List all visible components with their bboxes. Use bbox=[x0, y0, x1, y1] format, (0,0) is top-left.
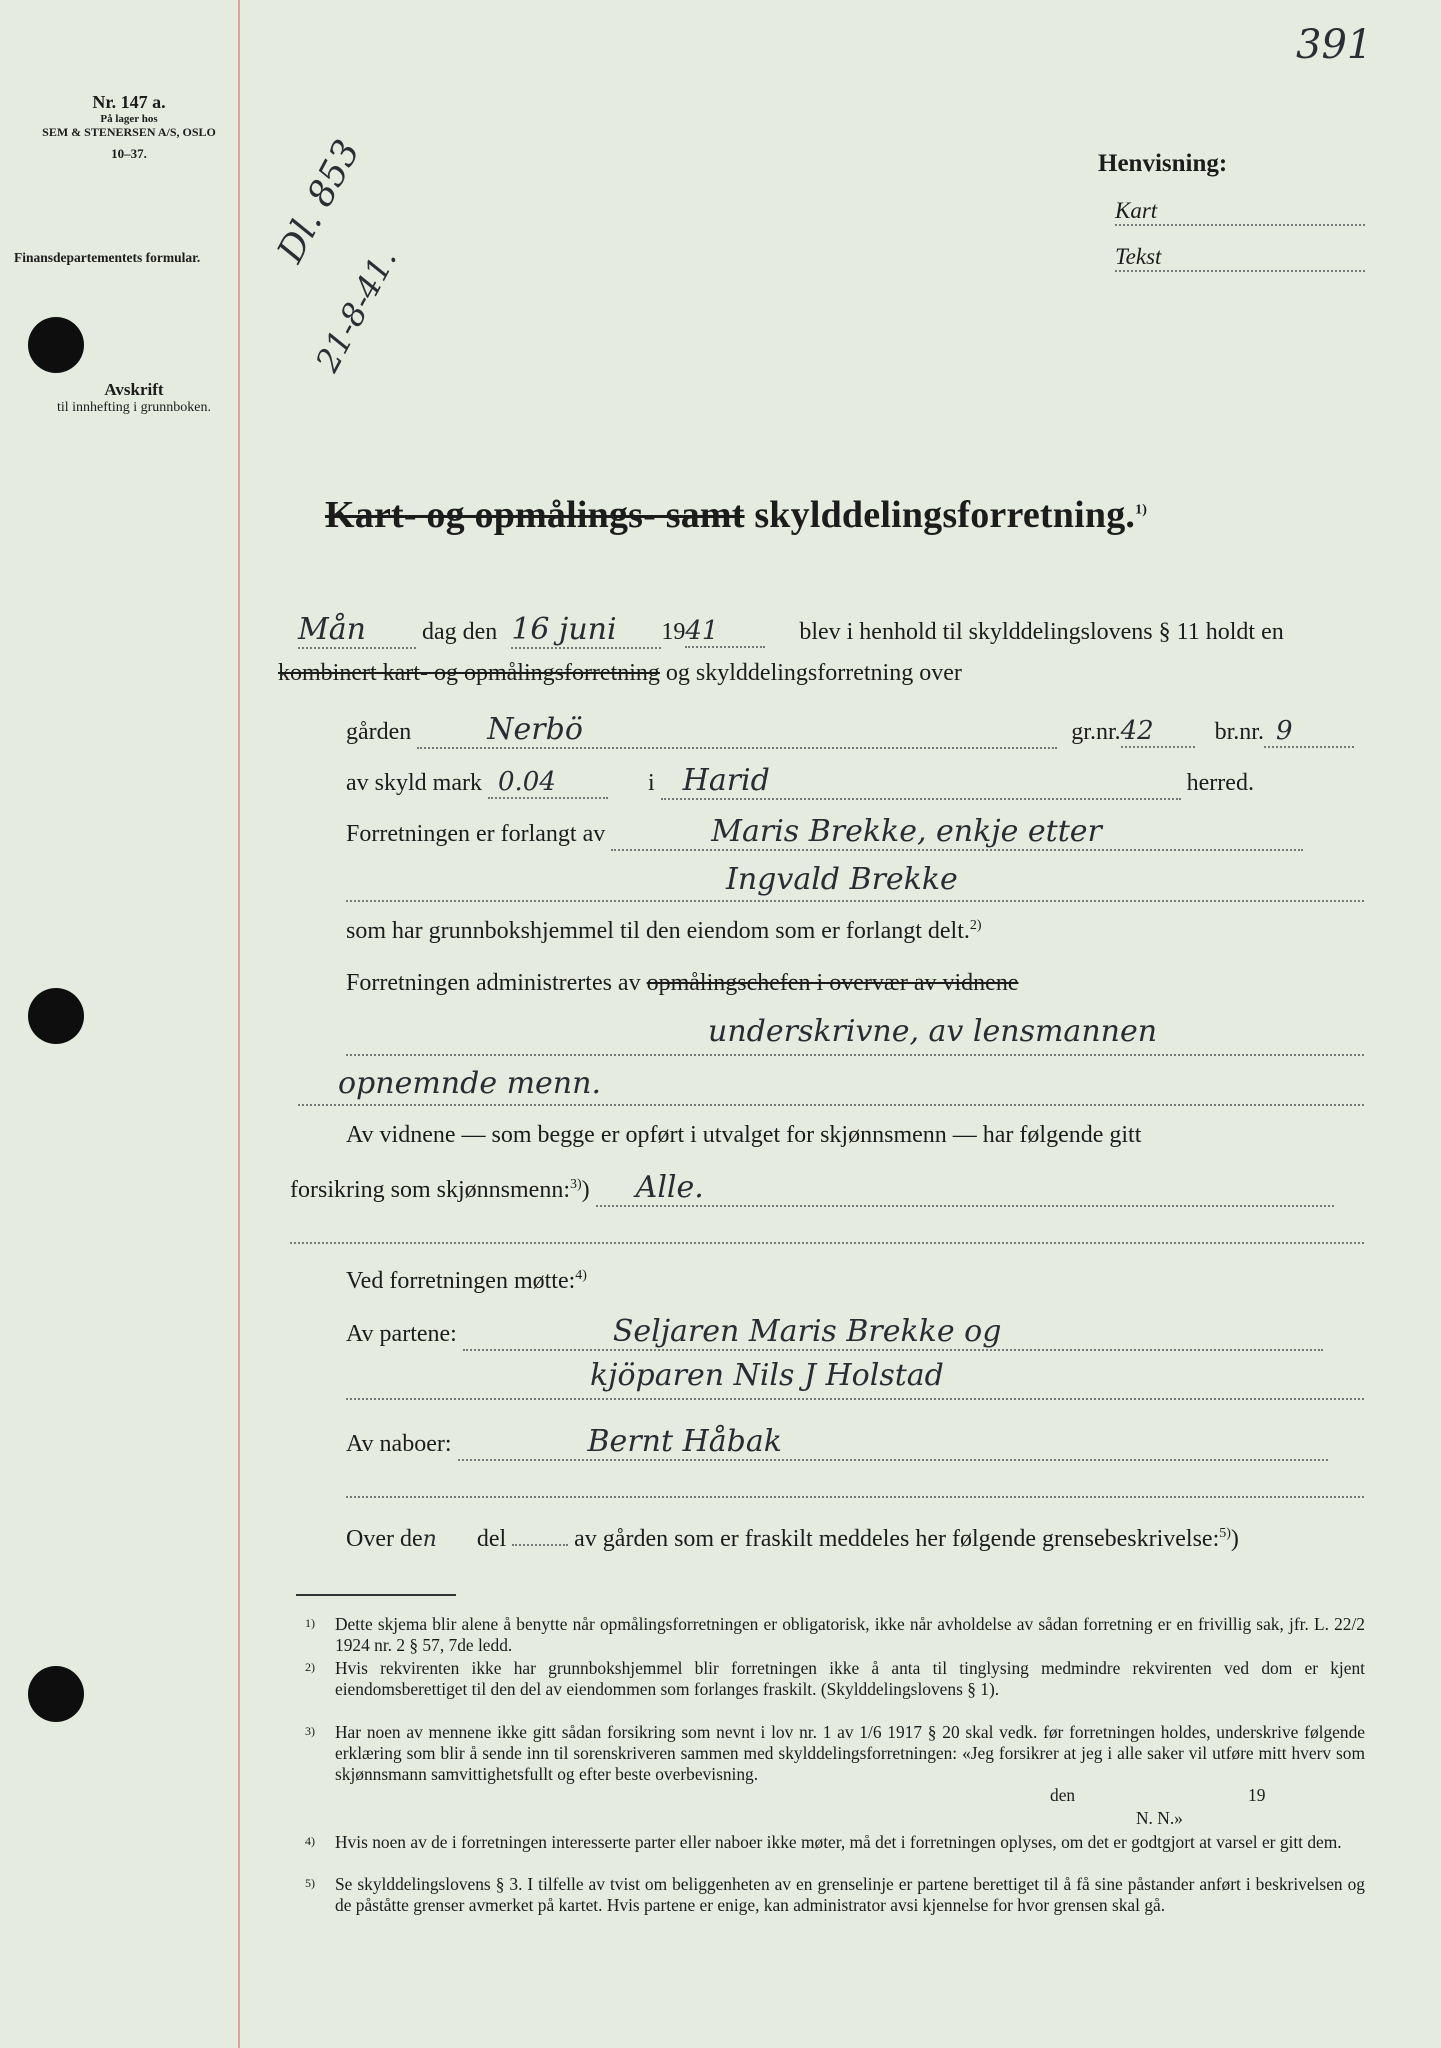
day-value: Mån bbox=[298, 612, 416, 649]
requester-name-cont: Ingvald Brekke bbox=[726, 862, 958, 897]
requester-name: Maris Brekke, enkje etter bbox=[611, 814, 1303, 851]
text-herred: herred. bbox=[1186, 770, 1254, 796]
del-blank bbox=[512, 1544, 568, 1546]
bnr-value: 9 bbox=[1264, 716, 1354, 748]
struck-kombinert: kombinert kart- og opmålingsforretning bbox=[278, 660, 660, 686]
form-header-line2: På lager hos bbox=[100, 113, 158, 125]
text-ved-forretningen: Ved forretningen møtte: bbox=[346, 1268, 576, 1294]
footnote-1: Dette skjema blir alene å benytte når opmålingsforretningen er obligatorisk, ikke når avholdelse av sådan forretning er en frivillig sak, jfr. L. 22/2 1924 nr. 2 § 57, 7de ledd. bbox=[335, 1614, 1365, 1655]
note-5: 5) bbox=[1219, 1526, 1231, 1541]
copy-note bbox=[36, 380, 232, 416]
witnesses-value: Alle. bbox=[596, 1170, 1334, 1207]
admin-fill-2: opnemnde menn. bbox=[338, 1066, 601, 1101]
margin-line bbox=[238, 0, 240, 2048]
year-prefix: 19 bbox=[661, 619, 686, 645]
note-2: 2) bbox=[969, 918, 982, 933]
body-line-14 bbox=[346, 1314, 1323, 1351]
text-administrertes: Forretningen administrertes av bbox=[346, 970, 641, 996]
title-struck: Kart- og opmålings- samt bbox=[325, 494, 745, 536]
year-value: 41 bbox=[685, 616, 765, 648]
footnote-3-signature: N. N.» bbox=[1136, 1808, 1183, 1828]
punch-hole-middle bbox=[28, 988, 84, 1044]
over-de-fill: n bbox=[422, 1527, 437, 1552]
parties-value-1: Seljaren Maris Brekke og bbox=[463, 1314, 1323, 1351]
text-av-naboer: Av naboer: bbox=[346, 1431, 452, 1457]
page-number: 391 bbox=[1296, 22, 1373, 68]
fn1-number: 1) bbox=[305, 1616, 315, 1630]
text-dag-den: dag den bbox=[422, 619, 498, 645]
text-i: i bbox=[647, 770, 655, 796]
reference-kart-label: Kart bbox=[1115, 198, 1158, 223]
note-3: 3) bbox=[570, 1177, 582, 1192]
punch-hole-bottom bbox=[28, 1666, 84, 1722]
body-line-3 bbox=[346, 712, 1354, 749]
bnr-label: br.nr. bbox=[1214, 719, 1264, 745]
body-line-8 bbox=[346, 970, 1018, 997]
text-blev-holdt: blev i henhold til skylddelingslovens § 11 holdt en bbox=[799, 619, 1284, 645]
stamp-line1: Dl. 853 bbox=[270, 133, 369, 270]
footnote-3-year: 19 bbox=[1248, 1785, 1266, 1805]
text-forlangt-av: Forretningen er forlangt av bbox=[346, 821, 606, 847]
neighbours-value: Bernt Håbak bbox=[458, 1424, 1328, 1461]
text-paren-2: ) bbox=[1230, 1526, 1239, 1552]
herred-name: Harid bbox=[661, 763, 1181, 800]
struck-opmalingschefen: opmålingschefen i overvær av vidnene bbox=[646, 970, 1019, 996]
farm-name: Nerbö bbox=[417, 712, 1057, 749]
text-av-skyld-mark: av skyld mark bbox=[346, 770, 482, 796]
parties-value-2: kjöparen Nils J Holstad bbox=[590, 1358, 944, 1393]
body-line-17 bbox=[346, 1526, 1239, 1553]
body-line-7 bbox=[346, 918, 982, 945]
punch-hole-top bbox=[28, 317, 84, 373]
body-line-2 bbox=[278, 660, 962, 687]
footnote-3-den: den bbox=[1050, 1785, 1076, 1805]
body-line-15 bbox=[346, 1358, 1364, 1400]
fn5-number: 5) bbox=[305, 1876, 315, 1890]
body-line-10 bbox=[298, 1068, 1364, 1106]
text-av-vidnene: Av vidnene — som begge er opført i utvalget for skjønnsmenn — har følgende gitt bbox=[346, 1122, 1142, 1148]
reference-kart bbox=[1115, 198, 1365, 226]
body-line-5 bbox=[346, 814, 1303, 851]
footnote-2: Hvis rekvirenten ikke har grunnbokshjemmel blir forretningen ikke å anta til tinglysing medmindre rekvirenten ved dom er kjent eiendomsberettiget til den del av eiendommen som forlanges fraskilt. (Skylddelingslovens § 1). bbox=[335, 1658, 1365, 1699]
stamp-line2: 21-8-41. bbox=[308, 242, 405, 378]
reference-title: Henvisning: bbox=[1098, 150, 1228, 177]
text-av-partene: Av partene: bbox=[346, 1321, 457, 1347]
reference-tekst bbox=[1115, 244, 1365, 272]
gnr-label: gr.nr. bbox=[1071, 719, 1121, 745]
text-paren: ) bbox=[581, 1177, 590, 1203]
footnote-3: Har noen av mennene ikke gitt sådan forsikring som nevnt i lov nr. 1 av 1/6 1917 § 20 skal vedk. før forretningen holdes, underskrive følgende erklæring som blir å sende inn til sorenskriveren sammen med skylddelingsforretningen: «Jeg forsikrer at jeg i alle saker vil utføre mitt hverv som skjønnsmann samvittighetsfullt og efter beste overbevisning. bbox=[335, 1722, 1365, 1784]
gnr-value: 42 bbox=[1121, 716, 1195, 748]
mark-value: 0.04 bbox=[488, 767, 608, 799]
body-line-blank-2 bbox=[346, 1476, 1364, 1498]
text-grensebeskrivelse: av gården som er fraskilt meddeles her følgende grensebeskrivelse: bbox=[574, 1526, 1220, 1552]
body-line-16 bbox=[346, 1424, 1328, 1461]
form-header bbox=[34, 92, 224, 162]
footnote-5: Se skylddelingslovens § 3. I tilfelle av tvist om beliggenheten av en grenselinje er partene berettiget til å få sine påstander anført i beskrivelsen og de påståtte grenser avmerket på kartet. Hvis partene er enige, kan administrator avsi kjennelse for hvor grensen skal gå. bbox=[335, 1874, 1365, 1915]
reference-tekst-label: Tekst bbox=[1115, 244, 1162, 269]
body-line-11 bbox=[346, 1122, 1141, 1149]
form-label: Finansdepartementets formular. bbox=[14, 250, 201, 265]
text-og-skylddeling: og skylddelingsforretning over bbox=[665, 660, 962, 686]
body-line-6 bbox=[346, 862, 1364, 902]
fn3-number: 3) bbox=[305, 1724, 315, 1738]
copy-note-text: til innhefting i grunnboken. bbox=[57, 400, 211, 415]
page-title bbox=[325, 493, 1147, 537]
text-over-de: Over de bbox=[346, 1526, 423, 1552]
footnote-rule bbox=[296, 1594, 456, 1596]
title-main: skylddelingsforretning. bbox=[754, 494, 1136, 536]
text-del: del bbox=[476, 1526, 507, 1552]
title-note: 1) bbox=[1135, 502, 1148, 518]
form-printer: SEM & STENERSEN A/S, OSLO bbox=[42, 125, 216, 139]
fn2-number: 2) bbox=[305, 1660, 315, 1674]
body-line-blank-1 bbox=[290, 1222, 1364, 1244]
body-line-4 bbox=[346, 763, 1254, 800]
text-forsikring: forsikring som skjønnsmenn: bbox=[290, 1177, 570, 1203]
body-line-1 bbox=[298, 612, 1284, 649]
body-line-13 bbox=[346, 1268, 587, 1295]
note-4: 4) bbox=[575, 1268, 587, 1283]
footnote-4: Hvis noen av de i forretningen interesserte parter eller naboer ikke møter, må det i forretningen oplyses, om det er godtgjort at varsel er gitt dem. bbox=[335, 1832, 1342, 1852]
body-line-9 bbox=[346, 1014, 1364, 1056]
text-garden: gården bbox=[346, 719, 412, 745]
date-value: 16 juni bbox=[511, 612, 661, 649]
form-number: Nr. 147 a. bbox=[92, 92, 166, 112]
body-line-12 bbox=[290, 1170, 1334, 1207]
fn4-number: 4) bbox=[305, 1834, 315, 1848]
copy-note-title: Avskrift bbox=[104, 380, 164, 399]
text-grunnbokshjemmel: som har grunnbokshjemmel til den eiendom som er forlangt delt. bbox=[346, 918, 970, 944]
admin-fill-1: underskrivne, av lensmannen bbox=[708, 1014, 1158, 1049]
form-date: 10–37. bbox=[111, 146, 147, 161]
